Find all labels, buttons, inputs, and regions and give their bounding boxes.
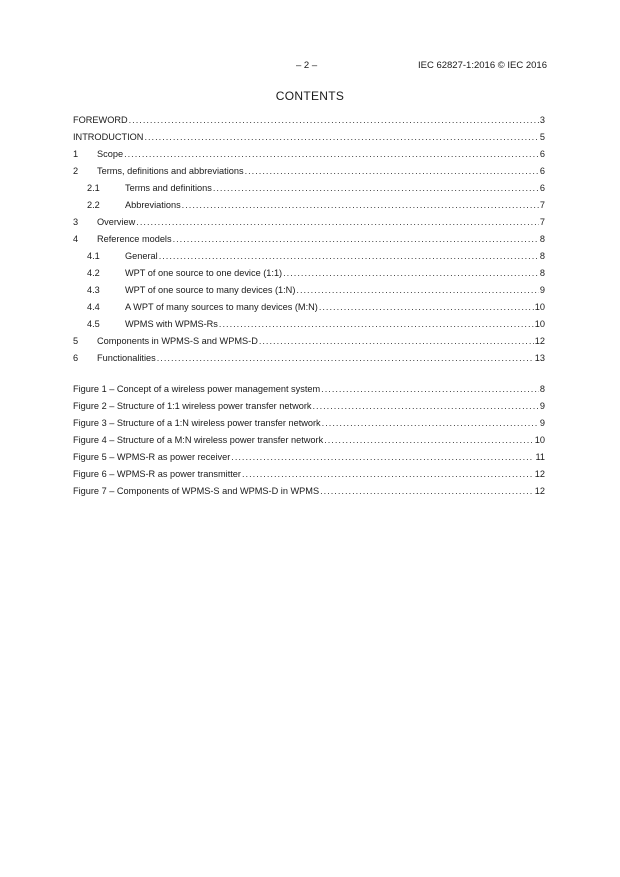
- dot-leader: [324, 434, 534, 447]
- dot-leader: [219, 318, 534, 331]
- dot-leader: [283, 267, 539, 280]
- toc-entry-label: A WPT of many sources to many devices (M:N): [125, 302, 318, 312]
- figure-entry-label: Figure 7 – Components of WPMS-S and WPMS-D in WPMS: [73, 486, 320, 496]
- dot-leader: [231, 451, 534, 464]
- toc-entry-label: Functionalities: [97, 353, 156, 363]
- toc-entry-label: Components in WPMS-S and WPMS-D: [97, 336, 258, 346]
- toc-entry-number: 2: [73, 166, 79, 176]
- toc-entry-number: 5: [73, 336, 79, 346]
- figure-entry-label: Figure 6 – WPMS-R as power transmitter: [73, 469, 241, 479]
- toc-entry-label: FOREWORD: [73, 115, 128, 125]
- dot-leader: [312, 400, 538, 413]
- toc-entry-label: Reference models: [97, 234, 172, 244]
- figure-entry-label: Figure 3 – Structure of a 1:N wireless power transfer network: [73, 418, 321, 428]
- toc-entry-page: 6: [539, 166, 545, 176]
- figure-entry[interactable]: [73, 485, 545, 502]
- toc-entry-page: 5: [539, 132, 545, 142]
- dot-leader: [259, 335, 534, 348]
- toc-entry-label: Scope: [97, 149, 124, 159]
- toc-entry-page: 8: [539, 234, 545, 244]
- toc-entry-wpms-rs[interactable]: [73, 318, 545, 335]
- toc-entry-page: 9: [539, 285, 545, 295]
- page-number: – 2 –: [296, 60, 318, 71]
- table-of-contents: [73, 114, 545, 502]
- toc-entry-terms[interactable]: [73, 165, 545, 182]
- figure-entry[interactable]: [73, 417, 545, 434]
- toc-entry-page: 12: [534, 336, 545, 346]
- figure-entry-page: 11: [535, 452, 545, 462]
- toc-entry-introduction[interactable]: [73, 131, 545, 148]
- figure-entry-page: 9: [539, 401, 545, 411]
- standard-reference: IEC 62827-1:2016 © IEC 2016: [417, 60, 547, 71]
- toc-entry-page: 6: [539, 149, 545, 159]
- page-header: [0, 60, 620, 74]
- toc-entry-number: 4.5: [87, 319, 100, 329]
- dot-leader: [129, 114, 539, 127]
- toc-entry-wpt-m-n[interactable]: [73, 301, 545, 318]
- section-gap: [73, 369, 545, 383]
- toc-entry-label: Overview: [97, 217, 136, 227]
- dot-leader: [245, 165, 539, 178]
- toc-entry-reference-models[interactable]: [73, 233, 545, 250]
- toc-entry-general[interactable]: [73, 250, 545, 267]
- figure-entry[interactable]: [73, 400, 545, 417]
- figure-entry[interactable]: [73, 468, 545, 485]
- toc-entry-label: Terms, definitions and abbreviations: [97, 166, 244, 176]
- figure-entry-label: Figure 5 – WPMS-R as power receiver: [73, 452, 231, 462]
- figure-entry-label: Figure 4 – Structure of a M:N wireless power transfer network: [73, 435, 324, 445]
- dot-leader: [321, 383, 539, 396]
- figure-entry[interactable]: [73, 451, 545, 468]
- toc-entry-scope[interactable]: [73, 148, 545, 165]
- toc-entry-wpt-1-1[interactable]: [73, 267, 545, 284]
- figure-entry-label: Figure 1 – Concept of a wireless power management system: [73, 384, 321, 394]
- toc-entry-page: 7: [539, 200, 545, 210]
- dot-leader: [173, 233, 539, 246]
- toc-entry-page: 8: [539, 268, 545, 278]
- toc-entry-number: 3: [73, 217, 79, 227]
- dot-leader: [320, 485, 534, 498]
- dot-leader: [136, 216, 539, 229]
- toc-entry-page: 13: [534, 353, 545, 363]
- toc-entry-page: 3: [539, 115, 545, 125]
- dot-leader: [296, 284, 538, 297]
- toc-entry-number: 4: [73, 234, 79, 244]
- figure-entry-page: 12: [534, 469, 545, 479]
- toc-entry-number: 6: [73, 353, 79, 363]
- toc-entry-page: 6: [539, 183, 545, 193]
- toc-entry-number: 4.2: [87, 268, 100, 278]
- toc-entry-terms-definitions[interactable]: [73, 182, 545, 199]
- toc-entry-number: 1: [73, 149, 79, 159]
- figure-entry-label: Figure 2 – Structure of 1:1 wireless power transfer network: [73, 401, 312, 411]
- toc-entry-components[interactable]: [73, 335, 545, 352]
- toc-entry-number: 4.1: [87, 251, 100, 261]
- figure-entry-page: 10: [534, 435, 545, 445]
- toc-entry-page: 7: [539, 217, 545, 227]
- toc-entry-page: 8: [539, 251, 545, 261]
- figure-entry-page: 8: [539, 384, 545, 394]
- toc-entry-label: Terms and definitions: [125, 183, 212, 193]
- toc-entry-foreword[interactable]: [73, 114, 545, 131]
- toc-entry-functionalities[interactable]: [73, 352, 545, 369]
- toc-entry-label: WPT of one source to one device (1:1): [125, 268, 283, 278]
- toc-entry-label: WPMS with WPMS-Rs: [125, 319, 218, 329]
- figure-entry-page: 9: [539, 418, 545, 428]
- toc-entry-number: 2.2: [87, 200, 100, 210]
- toc-entry-number: 4.3: [87, 285, 100, 295]
- figure-entry[interactable]: [73, 434, 545, 451]
- toc-entry-wpt-1-n[interactable]: [73, 284, 545, 301]
- dot-leader: [144, 131, 538, 144]
- dot-leader: [322, 417, 539, 430]
- toc-entry-page: 10: [534, 319, 545, 329]
- toc-entry-label: General: [125, 251, 158, 261]
- toc-entry-number: 2.1: [87, 183, 100, 193]
- dot-leader: [242, 468, 534, 481]
- dot-leader: [213, 182, 539, 195]
- toc-entry-label: WPT of one source to many devices (1:N): [125, 285, 296, 295]
- dot-leader: [157, 352, 534, 365]
- dot-leader: [182, 199, 539, 212]
- toc-entry-abbreviations[interactable]: [73, 199, 545, 216]
- page-title: CONTENTS: [275, 89, 345, 103]
- toc-entry-overview[interactable]: [73, 216, 545, 233]
- dot-leader: [319, 301, 534, 314]
- figure-entry[interactable]: [73, 383, 545, 400]
- dot-leader: [159, 250, 539, 263]
- figure-entry-page: 12: [534, 486, 545, 496]
- toc-entry-number: 4.4: [87, 302, 100, 312]
- dot-leader: [124, 148, 539, 161]
- toc-entry-label: INTRODUCTION: [73, 132, 144, 142]
- toc-entry-page: 10: [534, 302, 545, 312]
- toc-entry-label: Abbreviations: [125, 200, 181, 210]
